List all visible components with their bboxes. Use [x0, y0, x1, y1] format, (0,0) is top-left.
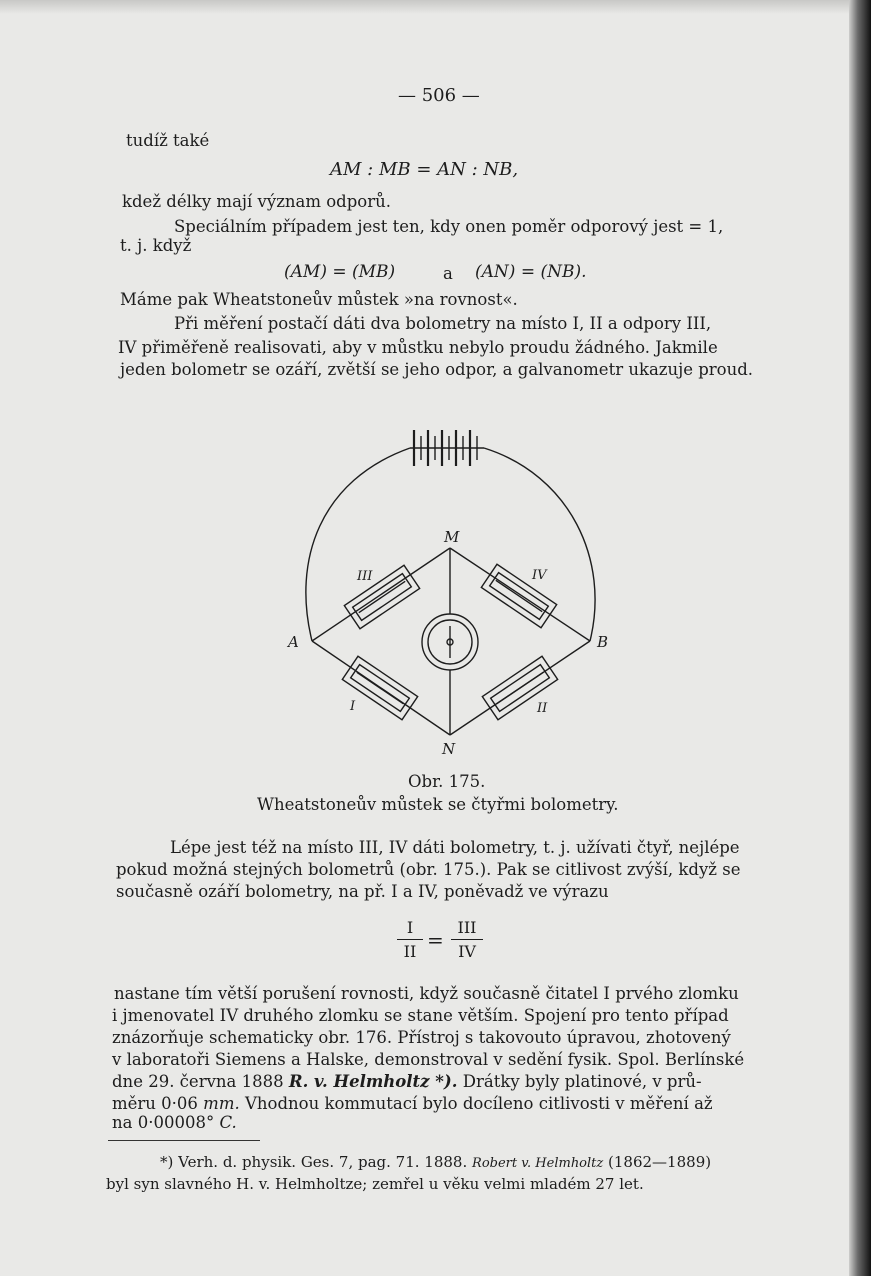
label-IV: IV [532, 568, 547, 583]
page-number: — 506 — [398, 85, 480, 106]
text-line: nastane tím větší porušení rovnosti, když současně čitatel I prvého zlomku [114, 984, 739, 1003]
text-line: tudíž také [126, 131, 210, 150]
text-line: IV přiměřeně realisovati, aby v můstku nebylo proudu žádného. Jakmile [118, 338, 718, 357]
outer-wire-arc [306, 448, 410, 641]
fraction-I-II [397, 918, 423, 961]
galvanometer-icon [422, 614, 478, 670]
text-line: znázorňuje schematicky obr. 176. Přístroj s takovouto úpravou, zhotovený [112, 1028, 731, 1047]
text-line: pokud možná stejných bolometrů (obr. 175.). Pak se citlivost zvýší, když se [116, 860, 741, 879]
footnote-ref: *) Verh. d. physik. Ges. 7, pag. 71. 1888. [160, 1153, 468, 1171]
label-N: N [442, 740, 456, 758]
text-line: Při měření postačí dáti dva bolometry na místo I, II a odpory III, [174, 314, 712, 333]
equation-left: (AM) = (MB) [284, 262, 396, 282]
bridge-wire-AM [312, 548, 450, 641]
footnote-rule [108, 1140, 260, 1141]
fraction-numerator: I [397, 918, 423, 940]
unit-celsius: C. [219, 1113, 237, 1132]
fraction-denominator: II [403, 942, 417, 961]
text-line: v laboratoři Siemens a Halske, demonstroval v sedění fysik. Spol. Berlínské [112, 1050, 745, 1069]
bridge-wire-MB [450, 548, 590, 641]
equals-sign: = [427, 928, 444, 952]
outer-wire-arc [484, 448, 595, 641]
text-fragment: na 0·00008° [112, 1113, 215, 1132]
fraction-III-IV [451, 918, 483, 961]
footnote-years: (1862—1889) [608, 1153, 712, 1171]
footnote-line [160, 1152, 711, 1174]
figure-number: Obr. 175. [408, 772, 486, 791]
text-fragment: měru 0·06 [112, 1094, 198, 1113]
unit-mm: mm. [203, 1094, 240, 1113]
text-fragment: dne 29. června 1888 [112, 1072, 284, 1091]
text-line: Lépe jest též na místo III, IV dáti bolometry, t. j. užívati čtyř, nejlépe [170, 838, 740, 857]
text-line: Speciálním případem jest ten, kdy onen poměr odporový jest = 1, [174, 217, 724, 236]
text-line [112, 1113, 237, 1133]
equation-ratio: AM : MB = AN : NB, [330, 159, 519, 180]
text-line: kdež délky mají význam odporů. [122, 192, 391, 211]
text-line: i jmenovatel IV druhého zlomku se stane větším. Spojení pro tento případ [112, 1006, 729, 1025]
text-fragment: Drátky byly platinové, v prů- [462, 1072, 702, 1091]
text-line: t. j. když [120, 236, 192, 255]
label-M: M [444, 528, 460, 546]
equation-right: (AN) = (NB). [475, 262, 587, 282]
text-fragment: Vhodnou kommutací bylo docíleno citlivosti v měření až [244, 1094, 713, 1113]
figure-caption: Wheatstoneův můstek se čtyřmi bolometry. [257, 795, 619, 814]
footnote-line: byl syn slavného H. v. Helmholtze; zemřel u věku velmi mladém 27 let. [106, 1175, 644, 1193]
battery-icon [410, 430, 484, 466]
fraction-numerator: III [451, 918, 483, 940]
label-I: I [350, 699, 356, 714]
label-II: II [537, 701, 548, 716]
text-line [112, 1072, 702, 1092]
bolometer-III-icon [344, 565, 419, 628]
text-line [112, 1094, 713, 1114]
equation-and: a [443, 264, 453, 283]
text-line: jeden bolometr se ozáří, zvětší se jeho odpor, a galvanometr ukazuje proud. [120, 360, 754, 379]
footnote-name: Robert v. Helmholtz [472, 1156, 604, 1171]
fraction-denominator: IV [458, 942, 476, 961]
author-name: R. v. Helmholtz *). [288, 1072, 458, 1091]
text-line: současně ozáří bolometry, na př. I a IV, poněvadž ve výrazu [116, 882, 609, 901]
text-line: Máme pak Wheatstoneův můstek »na rovnost«. [120, 290, 518, 309]
label-B: B [597, 633, 609, 651]
label-A: A [288, 633, 299, 651]
label-III: III [357, 569, 373, 584]
